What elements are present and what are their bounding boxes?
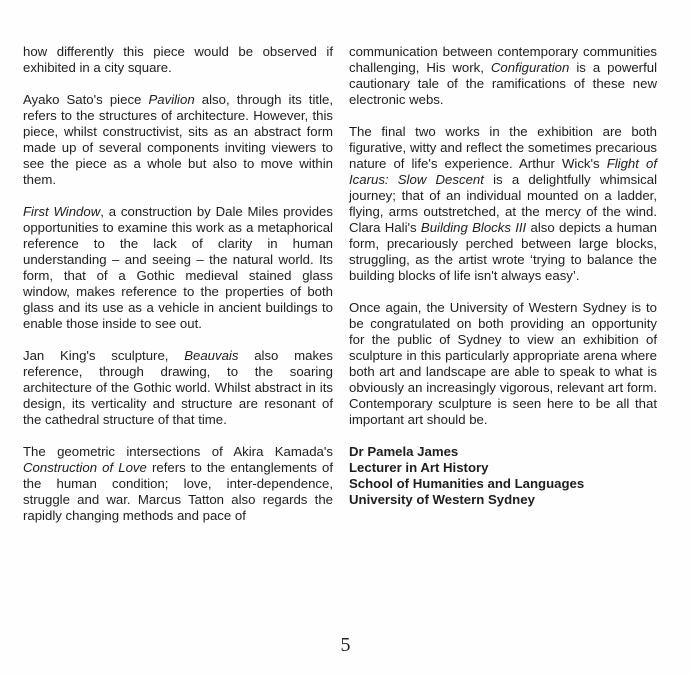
author-institution: University of Western Sydney bbox=[349, 492, 535, 507]
right-column bbox=[349, 44, 657, 508]
paragraph-text: how differently this piece would be observed if exhibited in a city square. bbox=[23, 44, 333, 75]
paragraph-text: Jan King's sculpture, bbox=[23, 348, 185, 363]
artwork-title: Pavilion bbox=[148, 92, 195, 107]
paragraph bbox=[23, 348, 333, 428]
paragraph-text: The final two works in the exhibition are both figurative, witty and reflect the sometimes precarious nature of life's experience. Arthur Wick's bbox=[349, 124, 657, 171]
paragraph-text: Ayako Sato's piece bbox=[23, 92, 149, 107]
right-column-paragraphs bbox=[349, 44, 657, 428]
author-name: Dr Pamela James bbox=[349, 444, 459, 459]
left-column bbox=[23, 44, 333, 540]
page-number: 5 bbox=[340, 634, 351, 656]
paragraph-text: Once again, the University of Western Sydney is to be congratulated on both providing an opportunity for the public of Sydney to view an exhibition of sculpture in this particularly appropriate arena where both art and landscape are able to speak to what is obviously an increasingly vigorous, relevant art form. Contemporary sculpture is seen here to be all that important art should be. bbox=[349, 300, 657, 427]
paragraph bbox=[349, 300, 657, 428]
paragraph bbox=[23, 204, 333, 332]
paragraph-text: also depicts a human form, precariously perched between large blocks, struggling, as the artist wrote ‘trying to balance the building blocks of life isn't always easy’. bbox=[349, 220, 657, 283]
paragraph-text: refers to the entanglements of the human condition; love, inter-dependence, struggle and war. Marcus Tatton also regards the rapidly changing methods and pace of bbox=[23, 460, 333, 523]
artwork-title: First Window bbox=[23, 204, 101, 219]
artwork-title: Configuration bbox=[490, 60, 570, 75]
paragraph-text: is a delightfully whimsical journey; that of an individual mounted on a ladder, flying, arms outstretched, at the mercy of the wind. Clara Hali's bbox=[349, 172, 657, 235]
signature-block bbox=[349, 444, 657, 508]
paragraph bbox=[349, 124, 657, 284]
paragraph bbox=[23, 444, 333, 524]
paragraph-text: is a powerful cautionary tale of the ramifications of these new electronic webs. bbox=[349, 60, 657, 107]
paragraph-text: also makes reference, through drawing, to the soaring architecture of the Gothic world. Whilst abstract in its design, its verticality and structure are resonant of the cathedral structure of that time. bbox=[23, 348, 333, 427]
artwork-title: Building Blocks III bbox=[420, 220, 527, 235]
artwork-title: Beauvais bbox=[184, 348, 239, 363]
author-school: School of Humanities and Languages bbox=[349, 476, 585, 491]
paragraph bbox=[23, 92, 333, 188]
paragraph-text: also, through its title, refers to the structures of architecture. However, this piece, whilst constructivist, sits as an abstract form made up of several components inviting viewers to see the piece as a whole but also to move within them. bbox=[23, 92, 333, 187]
paragraph-text: communication between contemporary communities challenging, His work, bbox=[349, 44, 657, 75]
artwork-title: Flight of Icarus: Slow Descent bbox=[349, 156, 657, 187]
paragraph bbox=[349, 44, 657, 108]
paragraph bbox=[23, 44, 333, 76]
paragraph-text: The geometric intersections of Akira Kamada's bbox=[23, 444, 333, 459]
artwork-title: Construction of Love bbox=[23, 460, 147, 475]
author-title: Lecturer in Art History bbox=[349, 460, 489, 475]
paragraph-text: , a construction by Dale Miles provides opportunities to examine this work as a metaphorical reference to the lack of clarity in human understanding – and seeing – the natural world. Its form, that of a Gothic medieval stained glass window, makes reference to the properties of both glass and its use as a vehicle in ancient buildings to enable those inside to see out. bbox=[23, 204, 333, 331]
